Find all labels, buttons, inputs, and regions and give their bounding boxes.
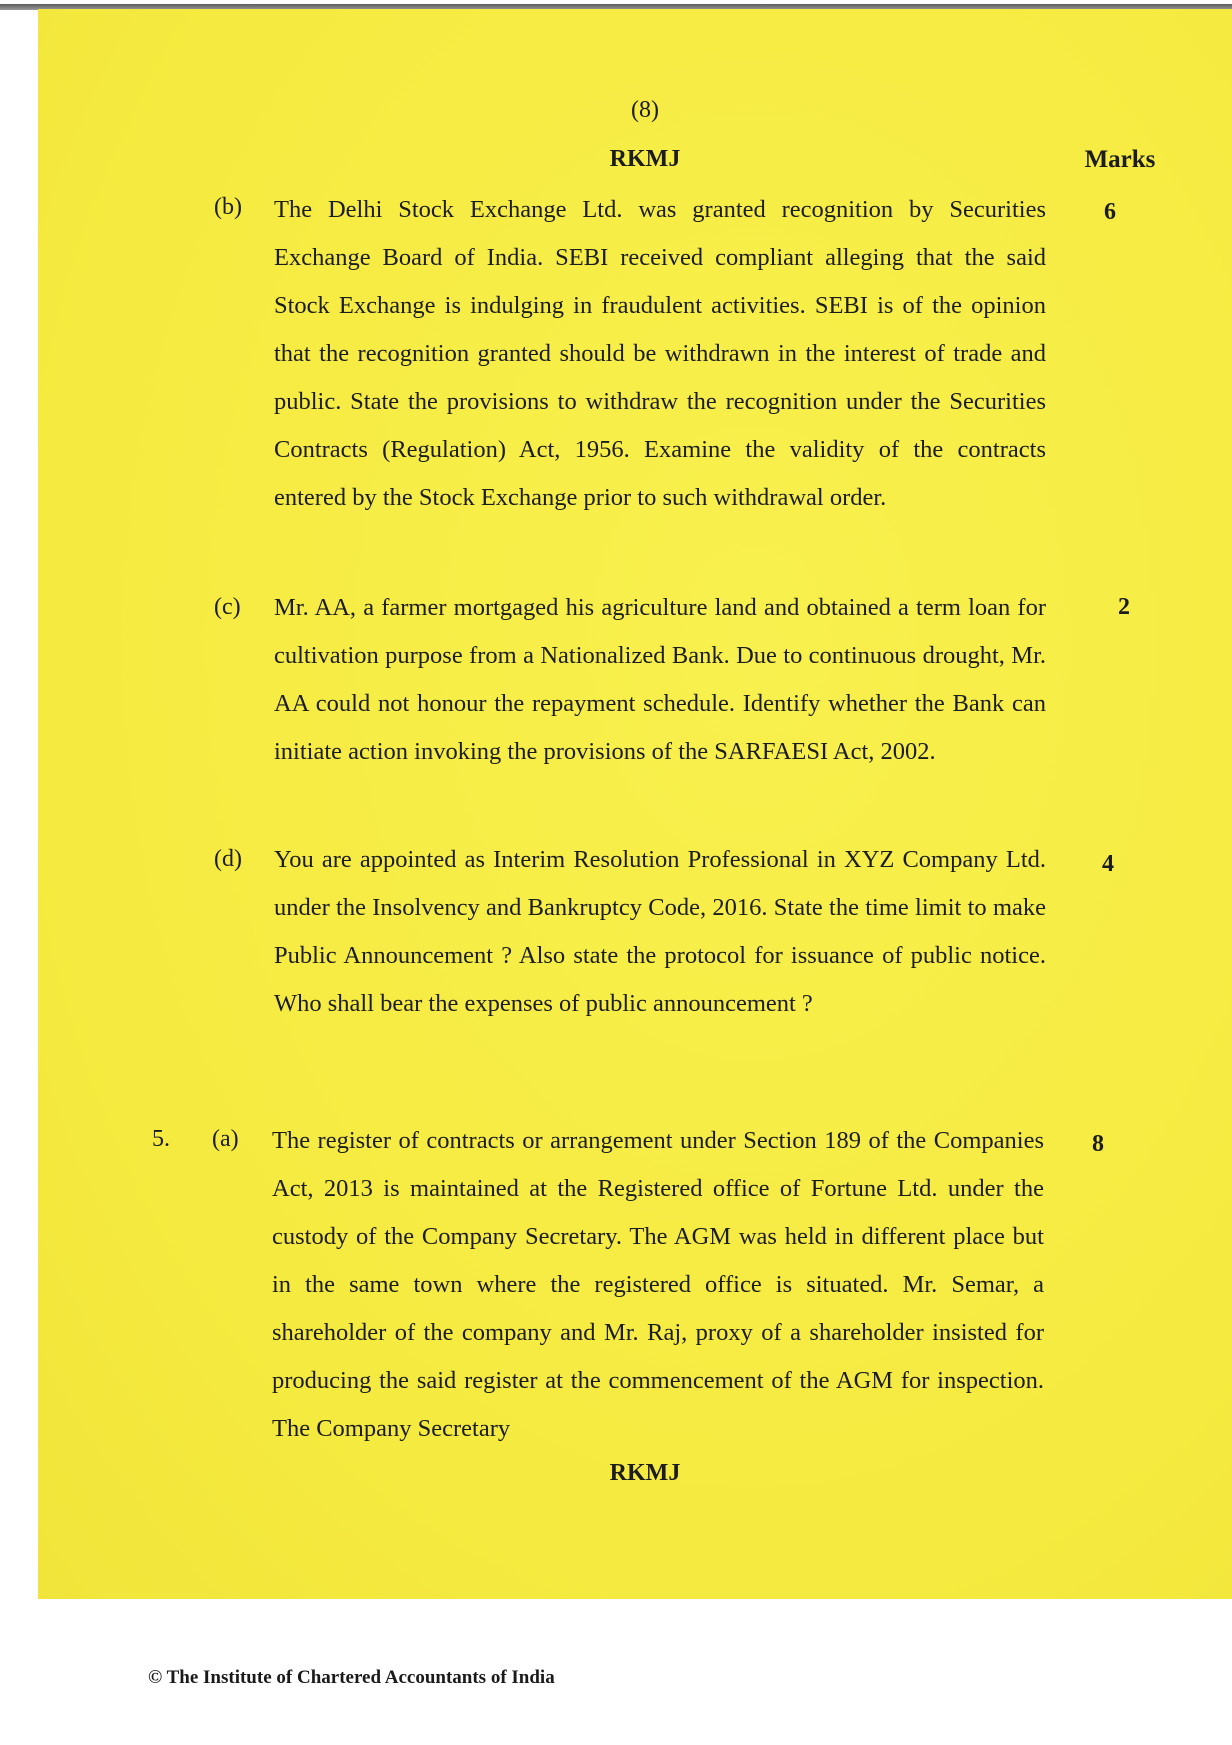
- copyright-notice: © The Institute of Chartered Accountants of India: [148, 1667, 555, 1688]
- question-text-d: You are appointed as Interim Resolution Professional in XYZ Company Ltd. under the Insolvency and Bankruptcy Code, 2016. State the time limit to make Public Announcement ? Also state the protocol for issuance of public notice. Who shall bear the expenses of public announcement ?: [274, 846, 1046, 1017]
- question-number-5: 5.: [152, 1126, 170, 1152]
- question-marks-d: 4: [1102, 851, 1114, 877]
- question-marks-b: 6: [1104, 199, 1116, 225]
- question-label-d: (d): [214, 846, 242, 872]
- paper-code-footer: RKMJ: [609, 1460, 681, 1486]
- question-text-c: Mr. AA, a farmer mortgaged his agriculture land and obtained a term loan for cultivation purpose from a Nationalized Bank. Due to continuous drought, Mr. AA could not honour the repayment schedule. Identify whether the Bank can initiate action invoking the provisions of the SARFAESI Act, 2002.: [274, 594, 1046, 765]
- page-number: (8): [631, 97, 659, 123]
- question-text-b: The Delhi Stock Exchange Ltd. was granted recognition by Securities Exchange Board of India. SEBI received compliant alleging that the said Stock Exchange is indulging in fraudulent activities. SEBI is of the opinion that the recognition granted should be withdrawn in the interest of trade and public. State the provisions to withdraw the recognition under the Securities Contracts (Regulation) Act, 1956. Examine the validity of the contracts entered by the Stock Exchange prior to such withdrawal order.: [274, 196, 1046, 511]
- question-label-5a: (a): [212, 1126, 239, 1152]
- question-marks-5a: 8: [1092, 1131, 1104, 1157]
- question-marks-c: 2: [1118, 594, 1130, 620]
- marks-column-heading: Marks: [1084, 146, 1156, 173]
- paper-code-header: RKMJ: [609, 146, 681, 172]
- question-label-b: (b): [214, 194, 242, 220]
- question-text-5a: The register of contracts or arrangement under Section 189 of the Companies Act, 2013 is maintained at the Registered office of Fortune Ltd. under the custody of the Company Secretary. The AGM was held in different place but in the same town where the registered office is situated. Mr. Semar, a shareholder of the company and Mr. Raj, proxy of a shareholder insisted for producing the said register at the commencement of the AGM for inspection. The Company Secretary: [272, 1127, 1044, 1442]
- question-label-c: (c): [214, 594, 241, 620]
